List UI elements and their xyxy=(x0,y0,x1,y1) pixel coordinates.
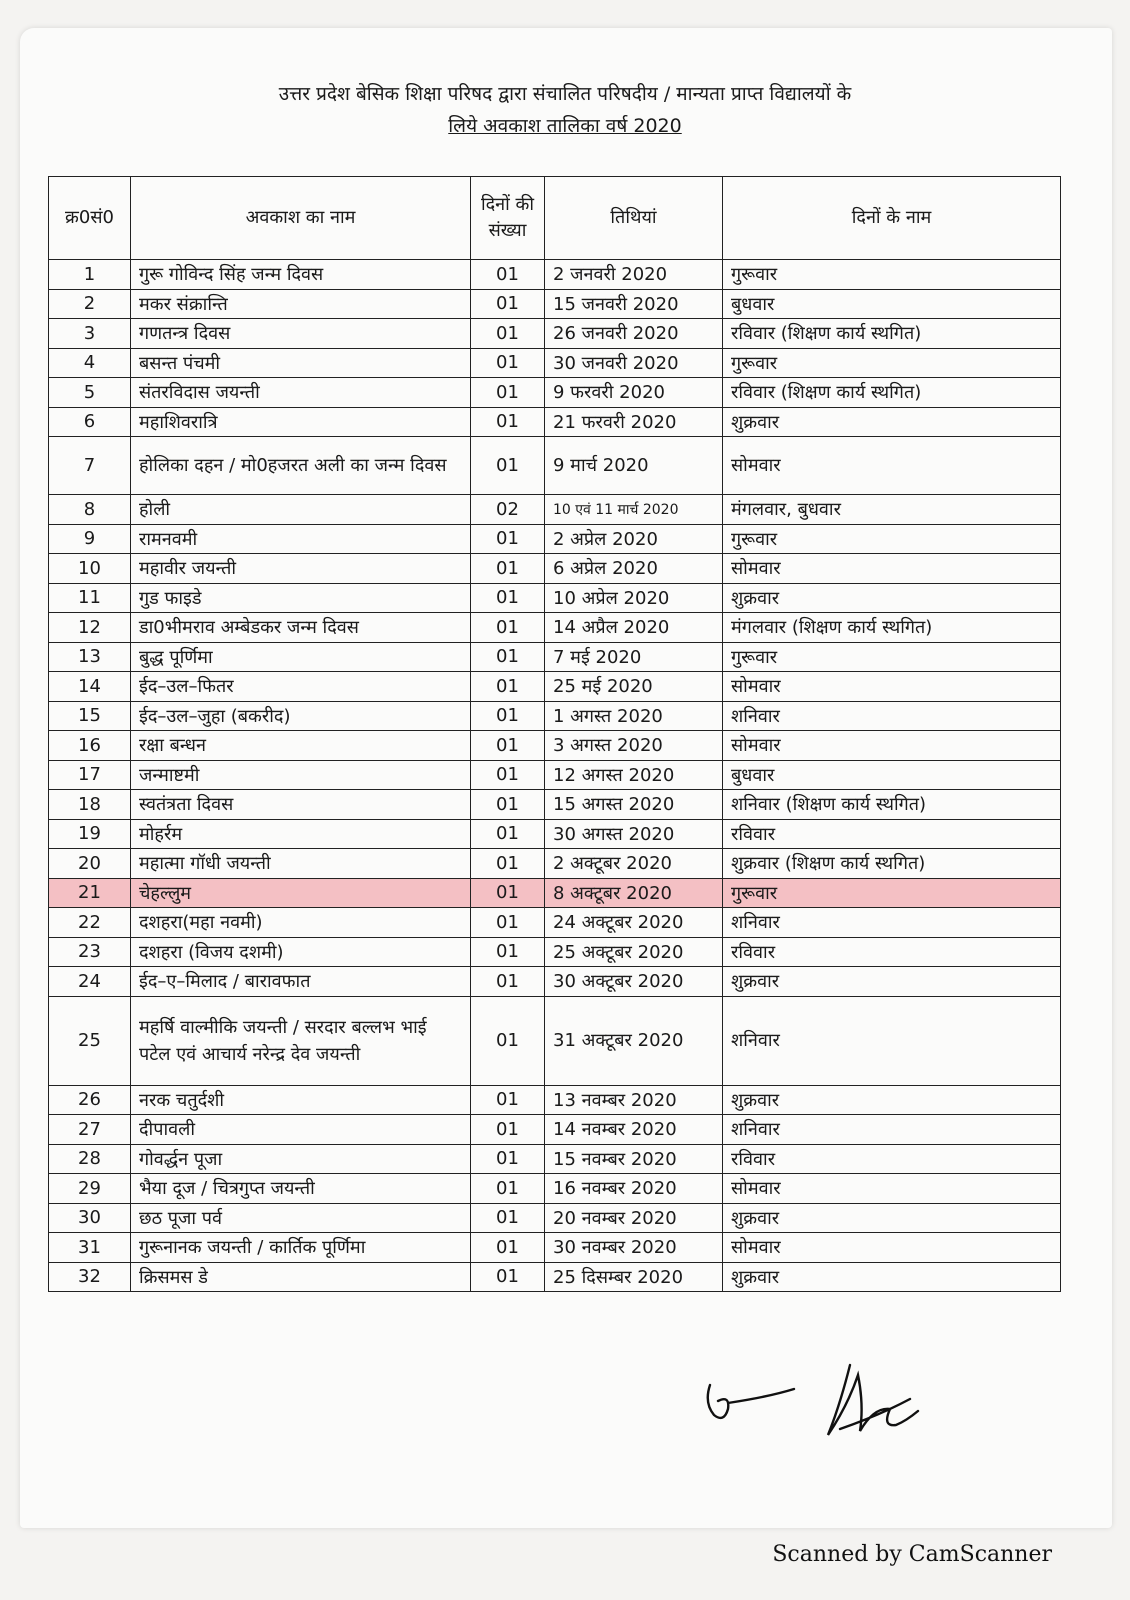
row-day-count: 01 xyxy=(471,642,545,672)
row-serial: 10 xyxy=(49,554,131,584)
row-serial: 21 xyxy=(49,878,131,908)
table-row xyxy=(49,878,1061,908)
row-day-count: 01 xyxy=(471,319,545,349)
table-row xyxy=(49,731,1061,761)
row-day-count: 01 xyxy=(471,437,545,495)
table-row xyxy=(49,554,1061,584)
row-day-count: 01 xyxy=(471,878,545,908)
row-holiday-name: ईद–उल–फितर xyxy=(131,672,471,702)
row-day-name: शनिवार (शिक्षण कार्य स्थगित) xyxy=(723,790,1061,820)
row-holiday-name: दशहरा(महा नवमी) xyxy=(131,908,471,938)
row-day-name: शुक्रवार xyxy=(723,1262,1061,1292)
row-serial: 13 xyxy=(49,642,131,672)
row-day-count: 01 xyxy=(471,1085,545,1115)
row-holiday-name: बुद्ध पूर्णिमा xyxy=(131,642,471,672)
row-day-name: सोमवार xyxy=(723,1233,1061,1263)
table-row xyxy=(49,437,1061,495)
table-header-row xyxy=(49,177,1061,260)
row-day-name: शनिवार xyxy=(723,908,1061,938)
row-day-count: 01 xyxy=(471,819,545,849)
row-date: 9 मार्च 2020 xyxy=(545,437,723,495)
row-date: 1 अगस्त 2020 xyxy=(545,701,723,731)
row-day-count: 01 xyxy=(471,1144,545,1174)
header-serial: क्र0सं0 xyxy=(49,177,131,260)
row-day-name: शुक्रवार xyxy=(723,1085,1061,1115)
table-row xyxy=(49,1085,1061,1115)
table-row xyxy=(49,967,1061,997)
row-day-name: सोमवार xyxy=(723,731,1061,761)
row-serial: 17 xyxy=(49,760,131,790)
row-day-name: रविवार xyxy=(723,1144,1061,1174)
table-row xyxy=(49,701,1061,731)
row-holiday-name: भैया दूज / चित्रगुप्त जयन्ती xyxy=(131,1174,471,1204)
row-serial: 4 xyxy=(49,348,131,378)
row-day-count: 01 xyxy=(471,524,545,554)
row-date: 13 नवम्बर 2020 xyxy=(545,1085,723,1115)
header-date: तिथियां xyxy=(545,177,723,260)
table-row xyxy=(49,495,1061,525)
row-date: 2 अक्टूबर 2020 xyxy=(545,849,723,879)
row-serial: 9 xyxy=(49,524,131,554)
row-day-name: रविवार (शिक्षण कार्य स्थगित) xyxy=(723,319,1061,349)
row-day-count: 01 xyxy=(471,701,545,731)
row-serial: 11 xyxy=(49,583,131,613)
row-day-name: मंगलवार (शिक्षण कार्य स्थगित) xyxy=(723,613,1061,643)
row-date: 30 नवम्बर 2020 xyxy=(545,1233,723,1263)
row-holiday-name: गोवर्द्धन पूजा xyxy=(131,1144,471,1174)
table-row xyxy=(49,1203,1061,1233)
table-row xyxy=(49,672,1061,702)
row-date: 16 नवम्बर 2020 xyxy=(545,1174,723,1204)
row-date: 8 अक्टूबर 2020 xyxy=(545,878,723,908)
row-day-name: शनिवार xyxy=(723,996,1061,1085)
row-day-name: शनिवार xyxy=(723,701,1061,731)
row-day-name: बुधवार xyxy=(723,760,1061,790)
row-date: 30 अगस्त 2020 xyxy=(545,819,723,849)
row-date: 3 अगस्त 2020 xyxy=(545,731,723,761)
row-date: 15 नवम्बर 2020 xyxy=(545,1144,723,1174)
row-date: 25 अक्टूबर 2020 xyxy=(545,937,723,967)
row-serial: 19 xyxy=(49,819,131,849)
row-date: 2 जनवरी 2020 xyxy=(545,260,723,290)
row-serial: 25 xyxy=(49,996,131,1085)
row-serial: 22 xyxy=(49,908,131,938)
row-day-count: 01 xyxy=(471,348,545,378)
row-day-name: सोमवार xyxy=(723,437,1061,495)
row-day-name: गुरूवार xyxy=(723,348,1061,378)
row-day-name: शुक्रवार xyxy=(723,967,1061,997)
row-date: 10 अप्रेल 2020 xyxy=(545,583,723,613)
row-day-count: 01 xyxy=(471,908,545,938)
row-holiday-name: संतरविदास जयन्ती xyxy=(131,378,471,408)
row-holiday-name: महर्षि वाल्मीकि जयन्ती / सरदार बल्लभ भाई पटेल एवं आचार्य नरेन्द्र देव जयन्ती xyxy=(131,996,471,1085)
row-day-count: 01 xyxy=(471,937,545,967)
table-row xyxy=(49,849,1061,879)
row-day-count: 02 xyxy=(471,495,545,525)
row-serial: 29 xyxy=(49,1174,131,1204)
row-serial: 5 xyxy=(49,378,131,408)
row-serial: 8 xyxy=(49,495,131,525)
row-day-count: 01 xyxy=(471,613,545,643)
row-date: 6 अप्रेल 2020 xyxy=(545,554,723,584)
row-serial: 27 xyxy=(49,1115,131,1145)
row-holiday-name: जन्माष्टमी xyxy=(131,760,471,790)
row-date: 10 एवं 11 मार्च 2020 xyxy=(545,495,723,525)
table-row xyxy=(49,407,1061,437)
table-row xyxy=(49,289,1061,319)
row-day-count: 01 xyxy=(471,731,545,761)
header-day-name: दिनों के नाम xyxy=(723,177,1061,260)
row-day-count: 01 xyxy=(471,1174,545,1204)
row-serial: 15 xyxy=(49,701,131,731)
row-date: 2 अप्रेल 2020 xyxy=(545,524,723,554)
title-line-2: लिये अवकाश तालिका वर्ष 2020 xyxy=(448,115,682,137)
row-holiday-name: गणतन्त्र दिवस xyxy=(131,319,471,349)
row-day-count: 01 xyxy=(471,790,545,820)
row-date: 15 जनवरी 2020 xyxy=(545,289,723,319)
row-holiday-name: नरक चतुर्दशी xyxy=(131,1085,471,1115)
row-date: 9 फरवरी 2020 xyxy=(545,378,723,408)
title-line-1: उत्तर प्रदेश बेसिक शिक्षा परिषद द्वारा संचालित परिषदीय / मान्यता प्राप्त विद्यालयों के xyxy=(278,83,852,105)
row-date: 21 फरवरी 2020 xyxy=(545,407,723,437)
row-holiday-name: क्रिसमस डे xyxy=(131,1262,471,1292)
row-day-name: सोमवार xyxy=(723,672,1061,702)
row-date: 14 नवम्बर 2020 xyxy=(545,1115,723,1145)
signatures xyxy=(690,1345,950,1455)
row-serial: 1 xyxy=(49,260,131,290)
table-row xyxy=(49,583,1061,613)
row-day-count: 01 xyxy=(471,849,545,879)
row-holiday-name: डा0भीमराव अम्बेडकर जन्म दिवस xyxy=(131,613,471,643)
row-date: 26 जनवरी 2020 xyxy=(545,319,723,349)
row-serial: 7 xyxy=(49,437,131,495)
header-day-count: दिनों की संख्या xyxy=(471,177,545,260)
row-holiday-name: चेहल्लुम xyxy=(131,878,471,908)
row-day-name: सोमवार xyxy=(723,1174,1061,1204)
table-row xyxy=(49,613,1061,643)
header-holiday-name: अवकाश का नाम xyxy=(131,177,471,260)
row-day-name: रविवार (शिक्षण कार्य स्थगित) xyxy=(723,378,1061,408)
row-holiday-name: ईद–उल–जुहा (बकरीद) xyxy=(131,701,471,731)
row-day-name: शुक्रवार xyxy=(723,407,1061,437)
row-serial: 18 xyxy=(49,790,131,820)
row-holiday-name: गुरू गोविन्द सिंह जन्म दिवस xyxy=(131,260,471,290)
row-day-count: 01 xyxy=(471,554,545,584)
table-row xyxy=(49,348,1061,378)
row-day-name: शुक्रवार (शिक्षण कार्य स्थगित) xyxy=(723,849,1061,879)
row-day-count: 01 xyxy=(471,378,545,408)
row-date: 12 अगस्त 2020 xyxy=(545,760,723,790)
row-date: 24 अक्टूबर 2020 xyxy=(545,908,723,938)
row-date: 7 मई 2020 xyxy=(545,642,723,672)
row-date: 14 अप्रैल 2020 xyxy=(545,613,723,643)
row-day-name: गुरूवार xyxy=(723,260,1061,290)
row-holiday-name: महात्मा गॉधी जयन्ती xyxy=(131,849,471,879)
row-date: 25 दिसम्बर 2020 xyxy=(545,1262,723,1292)
row-serial: 3 xyxy=(49,319,131,349)
row-serial: 30 xyxy=(49,1203,131,1233)
row-holiday-name: होलिका दहन / मो0हजरत अली का जन्म दिवस xyxy=(131,437,471,495)
row-serial: 32 xyxy=(49,1262,131,1292)
row-day-count: 01 xyxy=(471,1233,545,1263)
row-date: 25 मई 2020 xyxy=(545,672,723,702)
scanner-watermark: Scanned by CamScanner xyxy=(772,1542,1052,1567)
row-serial: 20 xyxy=(49,849,131,879)
row-holiday-name: मकर संक्रान्ति xyxy=(131,289,471,319)
table-row xyxy=(49,642,1061,672)
row-day-name: गुरूवार xyxy=(723,524,1061,554)
row-day-count: 01 xyxy=(471,967,545,997)
row-serial: 6 xyxy=(49,407,131,437)
table-body xyxy=(49,260,1061,1292)
row-holiday-name: होली xyxy=(131,495,471,525)
row-day-name: मंगलवार, बुधवार xyxy=(723,495,1061,525)
row-day-count: 01 xyxy=(471,996,545,1085)
row-day-count: 01 xyxy=(471,583,545,613)
row-day-name: शुक्रवार xyxy=(723,583,1061,613)
row-holiday-name: बसन्त पंचमी xyxy=(131,348,471,378)
row-serial: 14 xyxy=(49,672,131,702)
row-holiday-name: दशहरा (विजय दशमी) xyxy=(131,937,471,967)
table-row xyxy=(49,524,1061,554)
row-holiday-name: मोहर्रम xyxy=(131,819,471,849)
row-day-name: गुरूवार xyxy=(723,642,1061,672)
row-date: 30 जनवरी 2020 xyxy=(545,348,723,378)
table-row xyxy=(49,819,1061,849)
table-row xyxy=(49,1115,1061,1145)
table-row xyxy=(49,319,1061,349)
row-holiday-name: रामनवमी xyxy=(131,524,471,554)
table-row xyxy=(49,1174,1061,1204)
row-holiday-name: रक्षा बन्धन xyxy=(131,731,471,761)
row-day-name: शनिवार xyxy=(723,1115,1061,1145)
row-date: 20 नवम्बर 2020 xyxy=(545,1203,723,1233)
row-holiday-name: ईद–ए–मिलाद / बारावफात xyxy=(131,967,471,997)
table-row xyxy=(49,790,1061,820)
holiday-table xyxy=(48,176,1061,1292)
row-day-count: 01 xyxy=(471,289,545,319)
row-day-count: 01 xyxy=(471,1262,545,1292)
row-holiday-name: महावीर जयन्ती xyxy=(131,554,471,584)
row-day-count: 01 xyxy=(471,260,545,290)
row-serial: 31 xyxy=(49,1233,131,1263)
row-day-name: सोमवार xyxy=(723,554,1061,584)
table-row xyxy=(49,937,1061,967)
table-row xyxy=(49,260,1061,290)
table-row xyxy=(49,1233,1061,1263)
row-holiday-name: महाशिवरात्रि xyxy=(131,407,471,437)
row-serial: 12 xyxy=(49,613,131,643)
table-row xyxy=(49,996,1061,1085)
row-day-count: 01 xyxy=(471,1203,545,1233)
row-serial: 16 xyxy=(49,731,131,761)
table-row xyxy=(49,760,1061,790)
row-day-name: शुक्रवार xyxy=(723,1203,1061,1233)
row-day-name: बुधवार xyxy=(723,289,1061,319)
row-day-count: 01 xyxy=(471,760,545,790)
table-row xyxy=(49,1144,1061,1174)
row-day-name: रविवार xyxy=(723,819,1061,849)
row-day-name: गुरूवार xyxy=(723,878,1061,908)
table-row xyxy=(49,908,1061,938)
table-row xyxy=(49,1262,1061,1292)
row-date: 31 अक्टूबर 2020 xyxy=(545,996,723,1085)
row-holiday-name: गुरूनानक जयन्ती / कार्तिक पूर्णिमा xyxy=(131,1233,471,1263)
row-holiday-name: स्वतंत्रता दिवस xyxy=(131,790,471,820)
document-title xyxy=(0,78,1130,142)
row-day-count: 01 xyxy=(471,672,545,702)
row-holiday-name: छठ पूजा पर्व xyxy=(131,1203,471,1233)
row-serial: 24 xyxy=(49,967,131,997)
row-holiday-name: गुड फाइडे xyxy=(131,583,471,613)
row-date: 15 अगस्त 2020 xyxy=(545,790,723,820)
row-date: 30 अक्टूबर 2020 xyxy=(545,967,723,997)
table-row xyxy=(49,378,1061,408)
row-day-count: 01 xyxy=(471,407,545,437)
row-day-count: 01 xyxy=(471,1115,545,1145)
row-serial: 26 xyxy=(49,1085,131,1115)
row-serial: 28 xyxy=(49,1144,131,1174)
row-serial: 2 xyxy=(49,289,131,319)
row-day-name: रविवार xyxy=(723,937,1061,967)
row-serial: 23 xyxy=(49,937,131,967)
row-holiday-name: दीपावली xyxy=(131,1115,471,1145)
